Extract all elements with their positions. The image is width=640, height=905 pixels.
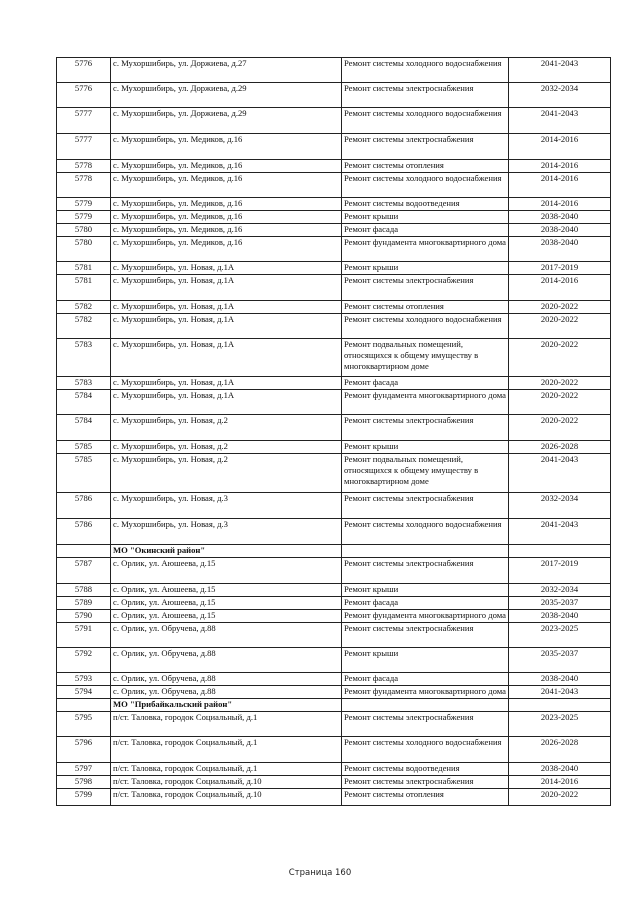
period-cell: 2026-2028 xyxy=(509,441,611,454)
period-cell: 2035-2037 xyxy=(509,648,611,673)
section-blank-cell xyxy=(509,699,611,712)
period-cell: 2014-2016 xyxy=(509,173,611,198)
table-row xyxy=(57,173,611,198)
period-cell: 2020-2022 xyxy=(509,415,611,441)
work-type-cell: Ремонт системы холодного водоснабжения xyxy=(342,173,509,198)
period-cell: 2041-2043 xyxy=(509,519,611,545)
address-cell: с. Мухоршибирь, ул. Доржиева, д.29 xyxy=(111,108,342,134)
period-cell: 2038-2040 xyxy=(509,610,611,623)
period-cell: 2035-2037 xyxy=(509,597,611,610)
table-row xyxy=(57,712,611,737)
period-cell: 2014-2016 xyxy=(509,776,611,789)
work-type-cell: Ремонт системы отопления xyxy=(342,160,509,173)
address-cell: с. Мухоршибирь, ул. Новая, д.3 xyxy=(111,519,342,545)
row-number-cell: 5789 xyxy=(57,597,111,610)
period-cell: 2038-2040 xyxy=(509,237,611,262)
table-row xyxy=(57,58,611,83)
work-type-cell: Ремонт системы электроснабжения xyxy=(342,558,509,584)
table-row xyxy=(57,597,611,610)
work-type-cell: Ремонт системы холодного водоснабжения xyxy=(342,58,509,83)
table-row xyxy=(57,224,611,237)
address-cell: с. Мухоршибирь, ул. Медиков, д.16 xyxy=(111,211,342,224)
period-cell: 2038-2040 xyxy=(509,224,611,237)
period-cell: 2038-2040 xyxy=(509,763,611,776)
row-number-cell: 5788 xyxy=(57,584,111,597)
row-number-cell: 5786 xyxy=(57,519,111,545)
work-type-cell: Ремонт фундамента многоквартирного дома xyxy=(342,390,509,415)
work-type-cell: Ремонт фундамента многоквартирного дома xyxy=(342,686,509,699)
row-number-cell: 5798 xyxy=(57,776,111,789)
period-cell: 2032-2034 xyxy=(509,83,611,108)
address-cell: п/ст. Таловка, городок Социальный, д.1 xyxy=(111,763,342,776)
section-blank-cell xyxy=(57,699,111,712)
work-type-cell: Ремонт системы электроснабжения xyxy=(342,134,509,160)
period-cell: 2023-2025 xyxy=(509,712,611,737)
address-cell: с. Мухоршибирь, ул. Новая, д.1А xyxy=(111,314,342,339)
section-blank-cell xyxy=(342,545,509,558)
row-number-cell: 5776 xyxy=(57,58,111,83)
table-row xyxy=(57,776,611,789)
row-number-cell: 5777 xyxy=(57,134,111,160)
work-type-cell: Ремонт системы электроснабжения xyxy=(342,493,509,519)
period-cell: 2041-2043 xyxy=(509,686,611,699)
repair-schedule-table xyxy=(56,57,611,806)
row-number-cell: 5776 xyxy=(57,83,111,108)
address-cell: с. Мухоршибирь, ул. Новая, д.1А xyxy=(111,390,342,415)
table-row xyxy=(57,377,611,390)
address-cell: с. Мухоршибирь, ул. Новая, д.1А xyxy=(111,275,342,301)
period-cell: 2020-2022 xyxy=(509,314,611,339)
work-type-cell: Ремонт фасада xyxy=(342,673,509,686)
period-cell: 2020-2022 xyxy=(509,789,611,806)
work-type-cell: Ремонт фасада xyxy=(342,377,509,390)
period-cell: 2020-2022 xyxy=(509,339,611,377)
address-cell: с. Мухоршибирь, ул. Новая, д.1А xyxy=(111,301,342,314)
row-number-cell: 5780 xyxy=(57,237,111,262)
work-type-cell: Ремонт крыши xyxy=(342,584,509,597)
address-cell: с. Мухоршибирь, ул. Новая, д.2 xyxy=(111,454,342,493)
work-type-cell: Ремонт системы отопления xyxy=(342,301,509,314)
table-row xyxy=(57,108,611,134)
period-cell: 2020-2022 xyxy=(509,301,611,314)
row-number-cell: 5779 xyxy=(57,198,111,211)
work-type-cell: Ремонт крыши xyxy=(342,441,509,454)
table-row xyxy=(57,493,611,519)
period-cell: 2038-2040 xyxy=(509,673,611,686)
row-number-cell: 5783 xyxy=(57,377,111,390)
table-row xyxy=(57,686,611,699)
address-cell: с. Мухоршибирь, ул. Новая, д.1А xyxy=(111,377,342,390)
table-row xyxy=(57,763,611,776)
row-number-cell: 5791 xyxy=(57,623,111,648)
period-cell: 2038-2040 xyxy=(509,211,611,224)
row-number-cell: 5784 xyxy=(57,390,111,415)
work-type-cell: Ремонт системы водоотведения xyxy=(342,763,509,776)
work-type-cell: Ремонт подвальных помещений, относящихся к общему имуществу в многоквартирном доме xyxy=(342,454,509,493)
address-cell: с. Орлик, ул. Обручева, д.88 xyxy=(111,648,342,673)
address-cell: с. Орлик, ул. Аюшеева, д.15 xyxy=(111,558,342,584)
work-type-cell: Ремонт фундамента многоквартирного дома xyxy=(342,237,509,262)
section-blank-cell xyxy=(509,545,611,558)
address-cell: с. Мухоршибирь, ул. Доржиева, д.27 xyxy=(111,58,342,83)
table-row xyxy=(57,519,611,545)
table-row xyxy=(57,134,611,160)
address-cell: с. Орлик, ул. Обручева, д.88 xyxy=(111,673,342,686)
section-heading: МО "Окинский район" xyxy=(111,545,342,558)
table-row xyxy=(57,737,611,763)
row-number-cell: 5797 xyxy=(57,763,111,776)
address-cell: п/ст. Таловка, городок Социальный, д.10 xyxy=(111,789,342,806)
section-row xyxy=(57,545,611,558)
work-type-cell: Ремонт фасада xyxy=(342,224,509,237)
address-cell: с. Мухоршибирь, ул. Медиков, д.16 xyxy=(111,173,342,198)
period-cell: 2014-2016 xyxy=(509,160,611,173)
row-number-cell: 5779 xyxy=(57,211,111,224)
work-type-cell: Ремонт фасада xyxy=(342,597,509,610)
work-type-cell: Ремонт системы электроснабжения xyxy=(342,415,509,441)
address-cell: с. Мухоршибирь, ул. Новая, д.3 xyxy=(111,493,342,519)
work-type-cell: Ремонт системы электроснабжения xyxy=(342,623,509,648)
table-row xyxy=(57,673,611,686)
work-type-cell: Ремонт системы холодного водоснабжения xyxy=(342,737,509,763)
address-cell: п/ст. Таловка, городок Социальный, д.1 xyxy=(111,737,342,763)
section-blank-cell xyxy=(342,699,509,712)
period-cell: 2020-2022 xyxy=(509,377,611,390)
work-type-cell: Ремонт фундамента многоквартирного дома xyxy=(342,610,509,623)
row-number-cell: 5786 xyxy=(57,493,111,519)
table-row xyxy=(57,262,611,275)
table-row xyxy=(57,314,611,339)
row-number-cell: 5782 xyxy=(57,301,111,314)
address-cell: п/ст. Таловка, городок Социальный, д.1 xyxy=(111,712,342,737)
table-row xyxy=(57,558,611,584)
address-cell: с. Орлик, ул. Аюшеева, д.15 xyxy=(111,584,342,597)
work-type-cell: Ремонт крыши xyxy=(342,211,509,224)
row-number-cell: 5794 xyxy=(57,686,111,699)
period-cell: 2023-2025 xyxy=(509,623,611,648)
row-number-cell: 5782 xyxy=(57,314,111,339)
period-cell: 2032-2034 xyxy=(509,584,611,597)
row-number-cell: 5780 xyxy=(57,224,111,237)
row-number-cell: 5793 xyxy=(57,673,111,686)
row-number-cell: 5778 xyxy=(57,160,111,173)
row-number-cell: 5795 xyxy=(57,712,111,737)
table-row xyxy=(57,610,611,623)
work-type-cell: Ремонт системы холодного водоснабжения xyxy=(342,314,509,339)
address-cell: с. Мухоршибирь, ул. Доржиева, д.29 xyxy=(111,83,342,108)
period-cell: 2041-2043 xyxy=(509,58,611,83)
table-row xyxy=(57,584,611,597)
work-type-cell: Ремонт системы электроснабжения xyxy=(342,776,509,789)
address-cell: п/ст. Таловка, городок Социальный, д.10 xyxy=(111,776,342,789)
table-row xyxy=(57,623,611,648)
period-cell: 2014-2016 xyxy=(509,198,611,211)
row-number-cell: 5799 xyxy=(57,789,111,806)
work-type-cell: Ремонт крыши xyxy=(342,648,509,673)
address-cell: с. Мухоршибирь, ул. Новая, д.1А xyxy=(111,339,342,377)
address-cell: с. Орлик, ул. Обручева, д.88 xyxy=(111,623,342,648)
work-type-cell: Ремонт системы холодного водоснабжения xyxy=(342,519,509,545)
table-row xyxy=(57,275,611,301)
row-number-cell: 5796 xyxy=(57,737,111,763)
address-cell: с. Мухоршибирь, ул. Медиков, д.16 xyxy=(111,134,342,160)
address-cell: с. Мухоршибирь, ул. Новая, д.1А xyxy=(111,262,342,275)
address-cell: с. Орлик, ул. Обручева, д.88 xyxy=(111,686,342,699)
work-type-cell: Ремонт системы электроснабжения xyxy=(342,712,509,737)
work-type-cell: Ремонт системы электроснабжения xyxy=(342,83,509,108)
period-cell: 2041-2043 xyxy=(509,454,611,493)
address-cell: с. Мухоршибирь, ул. Медиков, д.16 xyxy=(111,237,342,262)
address-cell: с. Орлик, ул. Аюшеева, д.15 xyxy=(111,597,342,610)
table-row xyxy=(57,198,611,211)
period-cell: 2017-2019 xyxy=(509,558,611,584)
row-number-cell: 5790 xyxy=(57,610,111,623)
table-row xyxy=(57,339,611,377)
table-row xyxy=(57,211,611,224)
table-row xyxy=(57,441,611,454)
address-cell: с. Мухоршибирь, ул. Медиков, д.16 xyxy=(111,224,342,237)
table-row xyxy=(57,454,611,493)
work-type-cell: Ремонт подвальных помещений, относящихся к общему имуществу в многоквартирном доме xyxy=(342,339,509,377)
row-number-cell: 5787 xyxy=(57,558,111,584)
address-cell: с. Мухоршибирь, ул. Медиков, д.16 xyxy=(111,160,342,173)
section-blank-cell xyxy=(57,545,111,558)
address-cell: с. Мухоршибирь, ул. Новая, д.2 xyxy=(111,415,342,441)
period-cell: 2017-2019 xyxy=(509,262,611,275)
row-number-cell: 5781 xyxy=(57,262,111,275)
period-cell: 2032-2034 xyxy=(509,493,611,519)
period-cell: 2014-2016 xyxy=(509,275,611,301)
table-row xyxy=(57,390,611,415)
work-type-cell: Ремонт системы отопления xyxy=(342,789,509,806)
page-number: Страница 160 xyxy=(288,868,352,878)
section-heading: МО "Прибайкальский район" xyxy=(111,699,342,712)
period-cell: 2026-2028 xyxy=(509,737,611,763)
work-type-cell: Ремонт системы холодного водоснабжения xyxy=(342,108,509,134)
table-row xyxy=(57,789,611,806)
work-type-cell: Ремонт системы электроснабжения xyxy=(342,275,509,301)
row-number-cell: 5785 xyxy=(57,454,111,493)
row-number-cell: 5778 xyxy=(57,173,111,198)
table-row xyxy=(57,648,611,673)
address-cell: с. Орлик, ул. Аюшеева, д.15 xyxy=(111,610,342,623)
period-cell: 2014-2016 xyxy=(509,134,611,160)
row-number-cell: 5784 xyxy=(57,415,111,441)
period-cell: 2020-2022 xyxy=(509,390,611,415)
row-number-cell: 5785 xyxy=(57,441,111,454)
row-number-cell: 5777 xyxy=(57,108,111,134)
period-cell: 2041-2043 xyxy=(509,108,611,134)
table-row xyxy=(57,301,611,314)
section-row xyxy=(57,699,611,712)
address-cell: с. Мухоршибирь, ул. Новая, д.2 xyxy=(111,441,342,454)
row-number-cell: 5783 xyxy=(57,339,111,377)
table-row xyxy=(57,83,611,108)
table-row xyxy=(57,160,611,173)
table-row xyxy=(57,415,611,441)
row-number-cell: 5781 xyxy=(57,275,111,301)
address-cell: с. Мухоршибирь, ул. Медиков, д.16 xyxy=(111,198,342,211)
table-row xyxy=(57,237,611,262)
work-type-cell: Ремонт системы водоотведения xyxy=(342,198,509,211)
work-type-cell: Ремонт крыши xyxy=(342,262,509,275)
table-body xyxy=(57,58,611,806)
row-number-cell: 5792 xyxy=(57,648,111,673)
